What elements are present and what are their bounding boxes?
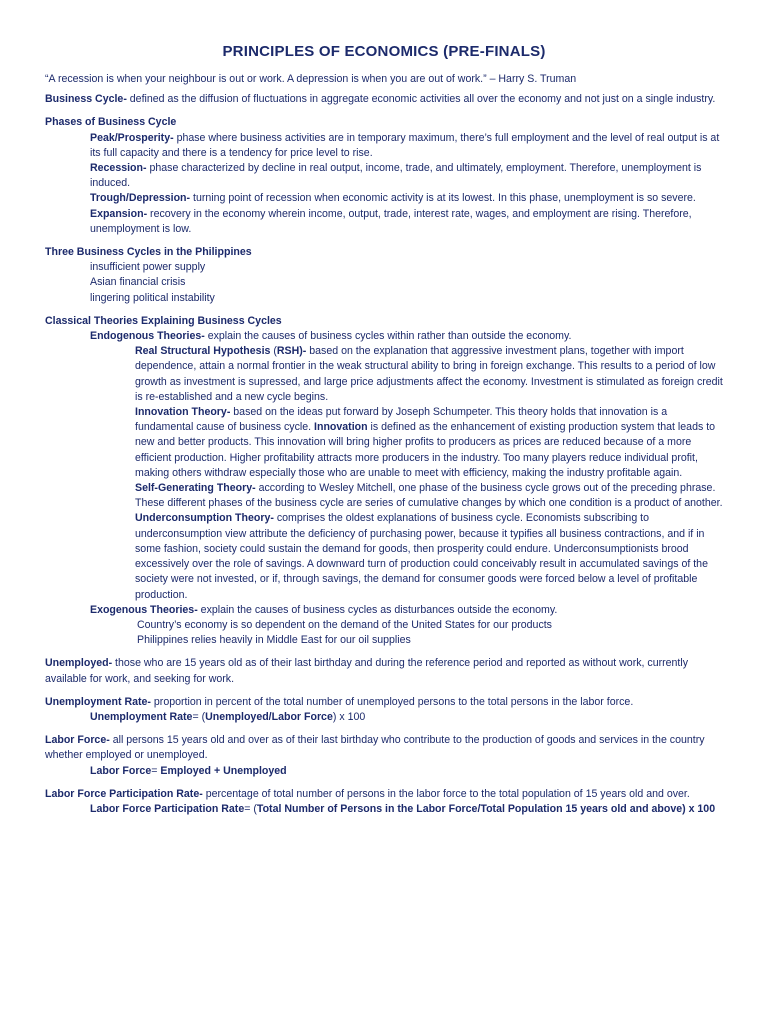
list-item: insufficient power supply (90, 261, 206, 274)
formula-part: Unemployed/Labor Force (205, 710, 333, 723)
definition: defined as the diffusion of fluctuations in aggregate economic activities all over the economy and not just on a single industry. (126, 93, 716, 106)
innovation-theory (45, 405, 725, 481)
heading-text: Phases of Business Cycle (45, 116, 177, 129)
labor-force-definition (45, 733, 725, 763)
formula-part: = (151, 764, 161, 777)
endogenous-theories (45, 329, 725, 344)
phase-expansion (45, 207, 725, 237)
list-item: Country’s economy is so dependent on the demand of the United States for our products (137, 618, 552, 631)
term: Recession- (90, 162, 147, 175)
paren: )- (299, 345, 307, 358)
term: Business Cycle- (45, 93, 127, 106)
list-item: Asian financial crisis (90, 276, 186, 289)
term: Trough/Depression- (90, 192, 191, 205)
term-inline: Innovation (314, 421, 368, 434)
term: Exogenous Theories- (90, 603, 198, 616)
term: Unemployed- (45, 657, 113, 670)
heading-text: Classical Theories Explaining Business Cycles (45, 314, 282, 327)
unemployed-definition (45, 656, 725, 686)
formula-part: Labor Force (90, 764, 152, 777)
business-cycle-definition (45, 92, 725, 107)
formula-part: ) x 100 (332, 710, 366, 723)
definition: is defined as the enhancement of existing production system that leads to new and better products. This innovation will bring higher profits to producers as prices are reduced because of a more efficient production. Higher profitability attracts more producers in the industry. Too many players reduce individual profit, making others withdraw especially those who are unable to meet with efficiency, making the industry profitable again. (135, 421, 716, 479)
term: Labor Force- (45, 734, 110, 747)
definition: based on the explanation that aggressive investment plans, together with import dependence, attain a normal frontier in the weak structural ability to bring in foreign exchange. This results to a period of low growth as investment is supressed, and large price adjustments affect the economy. Investment is stimulated as foreign credit is re-established and a new cycle begins. (135, 345, 723, 403)
term: Unemployment Rate- (45, 695, 151, 708)
underconsumption-theory (45, 511, 725, 602)
definition: recovery in the economy wherein income, output, trade, interest rate, wages, and employment are rising. Therefore, unemployment is low. (90, 207, 692, 235)
definition: turning point of recession when economic activity is at its lowest. In this phase, unemployment is so severe. (190, 192, 696, 205)
term: Underconsumption Theory- (135, 512, 274, 525)
definition: phase where business activities are in temporary maximum, there’s full employment and the level of real output is at its full capacity and there is a tendency for price level to rise. (90, 131, 720, 159)
formula-part: = ( (244, 802, 257, 815)
lfpr-formula (45, 802, 725, 817)
formula-part: Total Number of Persons in the Labor Force/Total Population 15 years old and above (256, 802, 683, 815)
term: Expansion- (90, 207, 148, 220)
definition: proportion in percent of the total number of unemployed persons to the total persons in the labor force. (150, 695, 634, 708)
phases-heading (45, 115, 725, 130)
definition: comprises the oldest explanations of business cycle. Economists subscribing to underconsumption view attribute the deficiency of purchasing power, because it typifies all business contractions, and if in some fashion, society could sustain the demand for goods, then prosperity could endure. Underconsumptionists brood excessively over the role of savings. A downward turn of production could conceivably result in accumulated savings of the society were not invested, or if, through savings, the demand for consumer goods were forced below a level of profitable production. (135, 512, 708, 601)
labor-force-formula (45, 764, 725, 779)
list-item: lingering political instability (90, 291, 215, 304)
definition: according to Wesley Mitchell, one phase of the business cycle grows out of the preceding phrase. These different phases of the business cycle are series of cumulative changes by which one condition is a product of another. (135, 482, 723, 510)
phase-peak (45, 131, 725, 161)
formula-part: Employed + Unemployed (160, 764, 287, 777)
term: Real Structural Hypothesis (135, 345, 271, 358)
term: Peak/Prosperity- (90, 131, 174, 144)
definition: all persons 15 years old and over as of their last birthday who contribute to the production of goods and services in the country whether employed or unemployed. (45, 734, 705, 762)
definition: explain the causes of business cycles within rather than outside the economy. (204, 330, 572, 343)
definition: percentage of total number of persons in the labor force to the total population of 15 years old and over. (202, 787, 690, 800)
definition: explain the causes of business cycles as disturbances outside the economy. (197, 603, 558, 616)
term: Endogenous Theories- (90, 330, 205, 343)
document-body (45, 72, 725, 817)
exogenous-theories (45, 603, 725, 618)
formula-part: ) x 100 (682, 802, 716, 815)
definition: phase characterized by decline in real output, income, trade, and ultimately, employment. Therefore, unemployment is induced. (90, 162, 702, 190)
list-item: Philippines relies heavily in Middle East for our oil supplies (137, 634, 411, 647)
term: Innovation Theory- (135, 406, 231, 419)
unemployment-rate-definition (45, 695, 725, 710)
definition: those who are 15 years old as of their last birthday and during the reference period and reported as without work, currently available for work, and seeking for work. (45, 657, 689, 685)
formula-part: Unemployment Rate (90, 710, 193, 723)
lfpr-definition (45, 787, 725, 802)
phase-trough (45, 191, 725, 206)
definition: based on the ideas put forward by Joseph Schumpeter. This theory holds that innovation is a fundamental cause of business cycle. (135, 406, 668, 434)
self-generating-theory (45, 481, 725, 511)
ph-cycles-heading (45, 245, 725, 260)
term: Labor Force Participation Rate- (45, 787, 203, 800)
phase-recession (45, 161, 725, 191)
rsh-theory (45, 344, 725, 405)
unemployment-rate-formula (45, 710, 725, 725)
term: Self-Generating Theory- (135, 482, 256, 495)
formula-part: = ( (192, 710, 206, 723)
page-title: PRINCIPLES OF ECONOMICS (PRE-FINALS) (222, 43, 546, 60)
quote: “A recession is when your neighbour is out or work. A depression is when you are out of work.” – Harry S. Truman (45, 73, 577, 85)
classical-heading (45, 314, 725, 329)
formula-part: Labor Force Participation Rate (90, 802, 245, 815)
paren: ( (270, 345, 277, 358)
abbr: RSH (276, 345, 300, 358)
heading-text: Three Business Cycles in the Philippines (45, 246, 252, 259)
